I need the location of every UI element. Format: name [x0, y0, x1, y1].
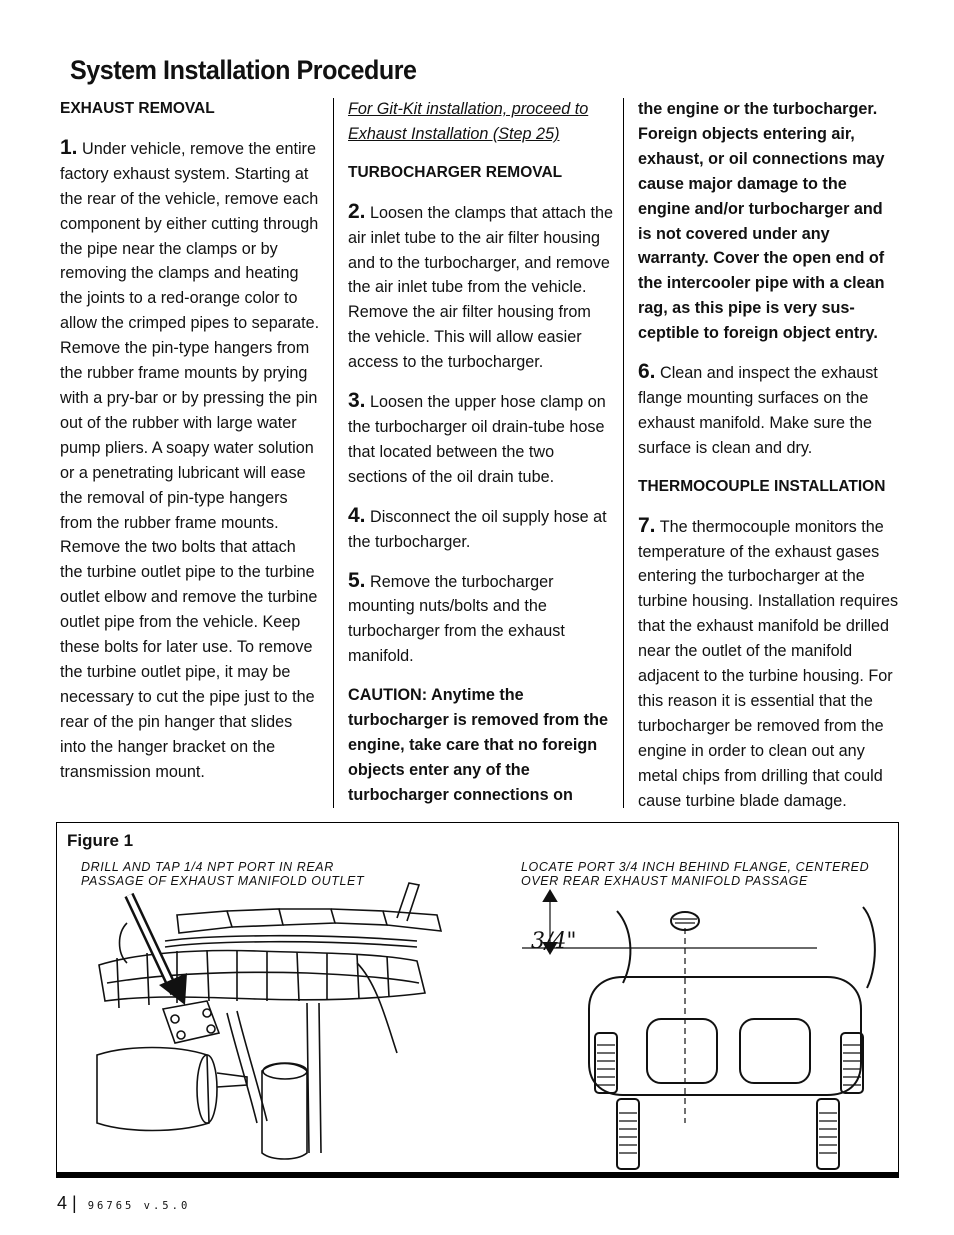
section-heading-thermocouple: THERMOCOUPLE INSTALLATION — [638, 477, 886, 495]
step-number: 3. — [348, 389, 366, 413]
step-6 — [638, 360, 900, 461]
figure-caption-left — [81, 860, 364, 888]
column-divider — [623, 98, 624, 808]
section-heading-exhaust-removal: EXHAUST REMOVAL — [60, 100, 215, 117]
caption-line: PASSAGE OF EXHAUST MANIFOLD OUTLET — [81, 874, 365, 888]
column-exhaust-removal — [60, 97, 322, 784]
step-2 — [348, 200, 616, 375]
step-text: Clean and inspect the exhaust flange mounting surfaces on the exhaust manifold. Make sure the surface is clean and dry. — [638, 364, 878, 457]
step-text: Loosen the upper hose clamp on the turbocharger oil drain-tube hose that located between the two sections of the oil drain tube. — [348, 393, 606, 486]
step-text: Remove the turbocharger mounting nuts/bolts and the turbocharger from the exhaust manifold. — [348, 572, 565, 666]
step-number: 1. — [60, 135, 78, 159]
caution-text: CAUTION: Anytime the turbocharger is removed from the engine, take care that no foreign objects enter any of the turbocharger connections on — [348, 686, 608, 804]
figure-caption-right — [521, 860, 869, 888]
step-number: 7. — [638, 513, 656, 537]
section-heading-turbocharger-removal: TURBOCHARGER REMOVAL — [348, 163, 563, 181]
document-code: 96765 v.5.0 — [87, 1200, 191, 1212]
step-text: Disconnect the oil supply hose at the turbocharger. — [348, 507, 607, 551]
figure-label: Figure 1 — [67, 831, 134, 850]
page-number: 4 — [57, 1193, 68, 1213]
step-number: 6. — [638, 360, 656, 384]
dimension-label: 3/4" — [531, 929, 577, 954]
page-footer — [57, 1193, 190, 1214]
caption-line: DRILL AND TAP 1/4 NPT PORT IN REAR — [81, 860, 334, 874]
caution-text-continued: the engine or the turbocharger. Foreign objects entering air, exhaust, or oil connections may cause major damage to the engine and/or turbocharger and is not covered under any warranty. Cover the open end of the intercooler pipe with a clean rag, as this pipe is very sus-ceptible to foreign object entry. — [638, 100, 885, 343]
git-kit-link[interactable]: For Git-Kit installation, proceed to Exhaust Installation (Step 25) — [348, 100, 589, 143]
column-divider — [333, 98, 334, 808]
step-5 — [348, 569, 616, 670]
caption-line: LOCATE PORT 3/4 INCH BEHIND FLANGE, CENTERED — [521, 860, 870, 874]
step-4 — [348, 504, 616, 555]
footer-separator: | — [72, 1193, 77, 1213]
step-number: 5. — [348, 568, 366, 592]
arrow-icon — [129, 895, 187, 1005]
figure-1 — [56, 822, 899, 1178]
step-text: Loosen the clamps that attach the air inlet tube to the air filter housing and to the turbocharger, and remove the air inlet tube from the vehicle. Remove the air filter housing from the vehicle. This will allow easier access to the turbocharger. — [348, 203, 613, 372]
page-title: System Installation Procedure — [70, 55, 417, 85]
step-number: 2. — [348, 199, 366, 223]
step-text: Under vehicle, remove the entire factory exhaust system. Starting at the rear of the vehicle, remove each component by either cutting through the pipe near the clamps or by removing the clamps and heating the joints to a red-orange color to allow the crimped pipes to separate. Remove the pin-type hangers from the rubber frame mounts by prying with a pry-bar or by pressing the pin out of the rubber with large water pump pliers. A soapy water solution or a penetrating lubricant will ease the removal of pin-type hangers from the rubber frame mounts. Remove the two bolts that attach the turbine outlet pipe to the turbine outlet elbow and remove the turbine outlet pipe from the vehicle. Keep these bolts for later use. To remove the turbine outlet pipe, it may be necessary to cut the pipe just to the rear of the pin hanger that slides into the hanger bracket on the transmission mount. — [60, 139, 320, 781]
engine-drawing — [97, 883, 441, 1159]
caption-line: OVER REAR EXHAUST MANIFOLD PASSAGE — [521, 874, 808, 888]
column-turbocharger-removal — [348, 97, 616, 808]
column-thermocouple — [638, 97, 900, 813]
step-text: The thermocouple monitors the temperature of the exhaust gases entering the turbocharger at the turbine housing. Installation requires that the exhaust manifold be drilled near the outlet of the manifold adjacent to the turbine housing. For this reason it is essential that the turbocharger be removed from the engine in order to clean out any metal chips from drilling that could cause turbine blade damage. — [638, 517, 899, 810]
step-1 — [60, 136, 322, 785]
step-number: 4. — [348, 503, 366, 527]
step-7 — [638, 514, 900, 814]
step-3 — [348, 389, 616, 490]
